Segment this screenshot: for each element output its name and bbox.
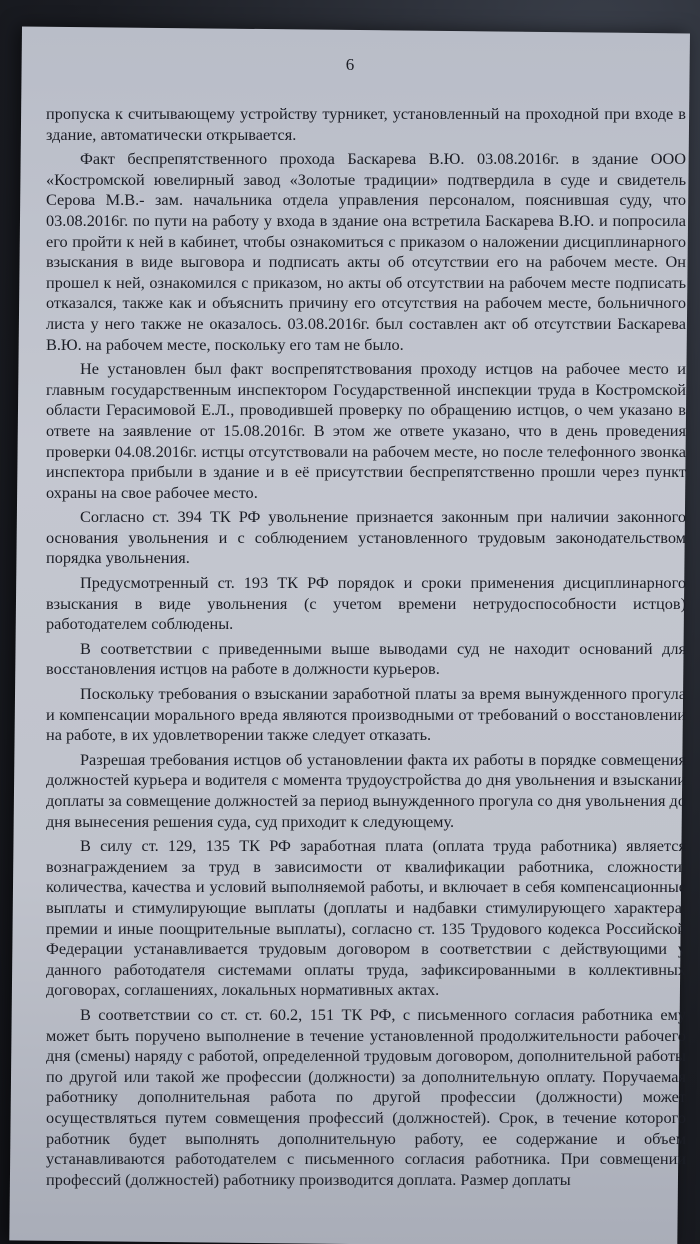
document-body: [46, 104, 686, 1190]
page-number: 6: [345, 55, 355, 74]
paragraph-3: Не установлен был факт воспрепятствования проходу истцов на рабочее место и главным государственным инспектором Государственной инспекции труда в Костромской области Герасимовой Е.Л., проводившей проверку по обращению истцов, о чем указано в ответе на заявление от 15.08.2016г. В этом же ответе указано, что в день проведения проверки 04.08.2016г. истцы отсутствовали на рабочем месте, но после телефонного звонка инспектора прибыли в здание и в её присутствии беспрепятственно прошли через пункт охраны на свое рабочее место.: [46, 359, 686, 502]
paragraph-10: В соответствии со ст. ст. 60.2, 151 ТК РФ, с письменного согласия работника ему может быть поручено выполнение в течение установленной продолжительности рабочего дня (смены) наряду с работой, определенной трудовым договором, дополнительной работы по другой или такой же профессии (должности) за дополнительную оплату. Поручаемая работнику дополнительная работа по другой профессии (должности) может осуществляться путем совмещения профессий (должностей). Срок, в течение которого работник будет выполнять дополнительную работу, ее содержание и объем устанавливаются работодателем с письменного согласия работника. При совмещении профессий (должностей) работнику производится доплата. Размер доплаты: [46, 1004, 686, 1189]
paragraph-8: Разрешая требования истцов об установлении факта их работы в порядке совмещения должностей курьера и водителя с момента трудоустройства до дня увольнения и взыскании доплаты за совмещение должностей за период вынужденного прогула со дня увольнения до дня вынесения решения суда, суд приходит к следующему.: [46, 749, 686, 831]
paragraph-4: Согласно ст. 394 ТК РФ увольнение признается законным при наличии законного основания увольнения и с соблюдением установленного трудовым законодательством порядка увольнения.: [46, 507, 686, 568]
paragraph-7: Поскольку требования о взыскании заработной платы за время вынужденного прогула и компенсации морального вреда являются производными от требований о восстановлении на работе, в их удовлетворении также следует отказать.: [46, 684, 686, 745]
paragraph-6: В соответствии с приведенными выше выводами суд не находит оснований для восстановления истцов на работе в должности курьеров.: [46, 638, 686, 679]
paragraph-9: В силу ст. 129, 135 ТК РФ заработная плата (оплата труда работника) является вознаграждением за труд в зависимости от квалификации работника, сложности, количества, качества и условий выполняемой работы, и включает в себя компенсационные выплаты и стимулирующие выплаты (доплаты и надбавки стимулирующего характера, премии и иные поощрительные выплаты), согласно ст. 135 Трудового кодекса Российской Федерации устанавливается трудовым договором в соответствии с действующими у данного работодателя системами оплаты труда, зафиксированными в коллективных договорах, соглашениях, локальных нормативных актах.: [46, 836, 686, 1000]
paragraph-5: Предусмотренный ст. 193 ТК РФ порядок и сроки применения дисциплинарного взыскания в виде увольнения (с учетом времени нетрудоспособности истцов) работодателем соблюдены.: [46, 573, 686, 634]
paragraph-1: пропуска к считывающему устройству турникет, установленный на проходной при входе в здание, автоматически открывается.: [46, 104, 686, 144]
paragraph-2: Факт беспрепятственного прохода Баскарева В.Ю. 03.08.2016г. в здание ООО «Костромской ювелирный завод «Золотые традиции» подтвердила в суде и свидетель Серова М.В.- зам. начальника отдела управления персоналом, пояснившая суду, что 03.08.2016г. по пути на работу у входа в здание она встретила Баскарева В.Ю. и попросила его пройти к ней в кабинет, чтобы ознакомиться с приказом о наложении дисциплинарного взыскания в виде выговора и подписать акты об отсутствии его на рабочем месте. Он прошел к ней, ознакомился с приказом, но акты об отсутствии на рабочем месте подписать отказался, также как и объяснить причину его отсутствия на рабочем месте, больничного листа у него также не оказалось. 03.08.2016г. был составлен акт об отсутствии Баскарева В.Ю. на рабочем месте, поскольку его там не было.: [46, 149, 686, 354]
